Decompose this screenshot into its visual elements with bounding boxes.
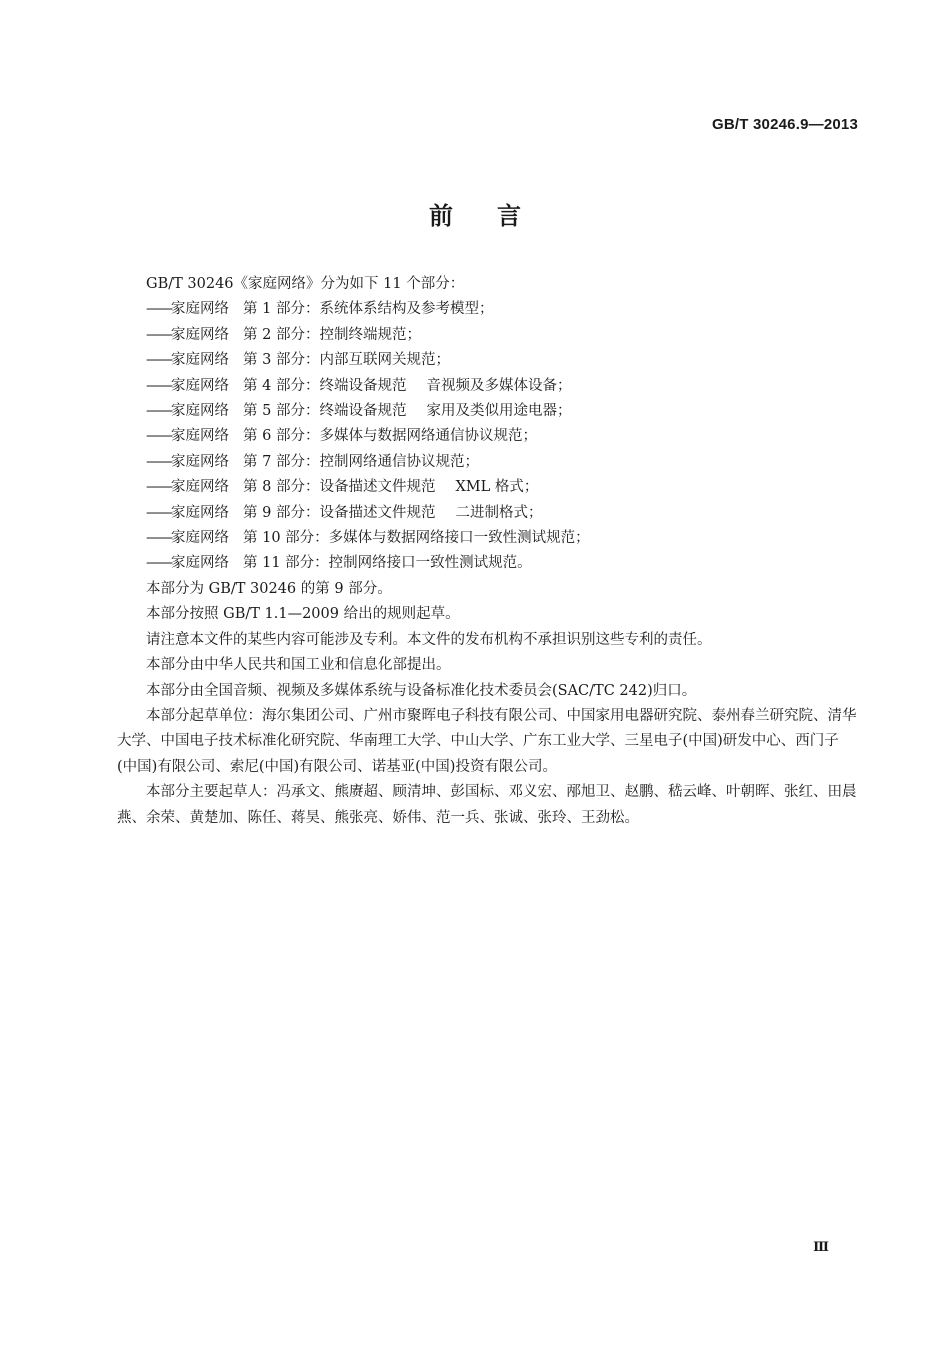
list-item: ——家庭网络 第 8 部分：设备描述文件规范 XML 格式； [146,479,539,496]
list-item: ——家庭网络 第 6 部分：多媒体与数据网络通信协议规范； [146,428,537,445]
list-item: ——家庭网络 第 1 部分：系统体系结构及参考模型； [146,301,494,318]
list-item: ——家庭网络 第 11 部分：控制网络接口一致性测试规范。 [146,555,532,572]
list-item: ——家庭网络 第 10 部分：多媒体与数据网络接口一致性测试规范； [146,530,590,547]
page-number: Ⅲ [813,1240,829,1255]
list-item: ——家庭网络 第 3 部分：内部互联网关规范； [146,352,450,369]
standard-code: GB/T 30246.9—2013 [712,116,858,133]
proposer-paragraph: 本部分由中华人民共和国工业和信息化部提出。 [146,657,451,674]
list-item: ——家庭网络 第 5 部分：终端设备规范 家用及类似用途电器； [146,403,572,420]
page-title [0,196,950,231]
drafters-paragraph: 本部分主要起草人：冯承文、熊赓超、顾清坤、彭国标、邓义宏、邴旭卫、赵鹏、嵇云峰、叶朝晖、张红、田晨燕、余荣、黄楚加、陈任、蒋昊、熊张亮、娇伟、范一兵、张诚、张玲、王劲松。 [117,784,857,826]
part-number-paragraph: 本部分为 GB/T 30246 的第 9 部分。 [146,580,392,597]
list-item: ——家庭网络 第 9 部分：设备描述文件规范 二进制格式； [146,504,543,521]
intro-paragraph: GB/T 30246《家庭网络》分为如下 11 个部分： [146,276,465,292]
drafting-units-paragraph: 本部分起草单位：海尔集团公司、广州市聚晖电子科技有限公司、中国家用电器研究院、泰州春兰研究院、清华大学、中国电子技术标准化研究院、华南理工大学、中山大学、广东工业大学、三星电子(中国)研发中心、西门子(中国)有限公司、索尼(中国)有限公司、诺基亚(中国)投资有限公司。 [117,707,857,775]
page-title-char-2: 言 [497,202,521,230]
list-item: ——家庭网络 第 7 部分：控制网络通信协议规范； [146,453,479,470]
committee-paragraph: 本部分由全国音频、视频及多媒体系统与设备标准化技术委员会(SAC/TC 242)归口。 [146,682,697,699]
list-item: ——家庭网络 第 4 部分：终端设备规范 音视频及多媒体设备； [146,377,572,394]
page-title-char-1: 前 [429,202,453,230]
foreword-body [117,272,857,831]
parts-list [117,297,857,576]
patent-notice-paragraph: 请注意本文件的某些内容可能涉及专利。本文件的发布机构不承担识别这些专利的责任。 [146,631,712,648]
list-item: ——家庭网络 第 2 部分：控制终端规范； [146,326,421,343]
drafting-rules-paragraph: 本部分按照 GB/T 1.1—2009 给出的规则起草。 [146,606,460,623]
